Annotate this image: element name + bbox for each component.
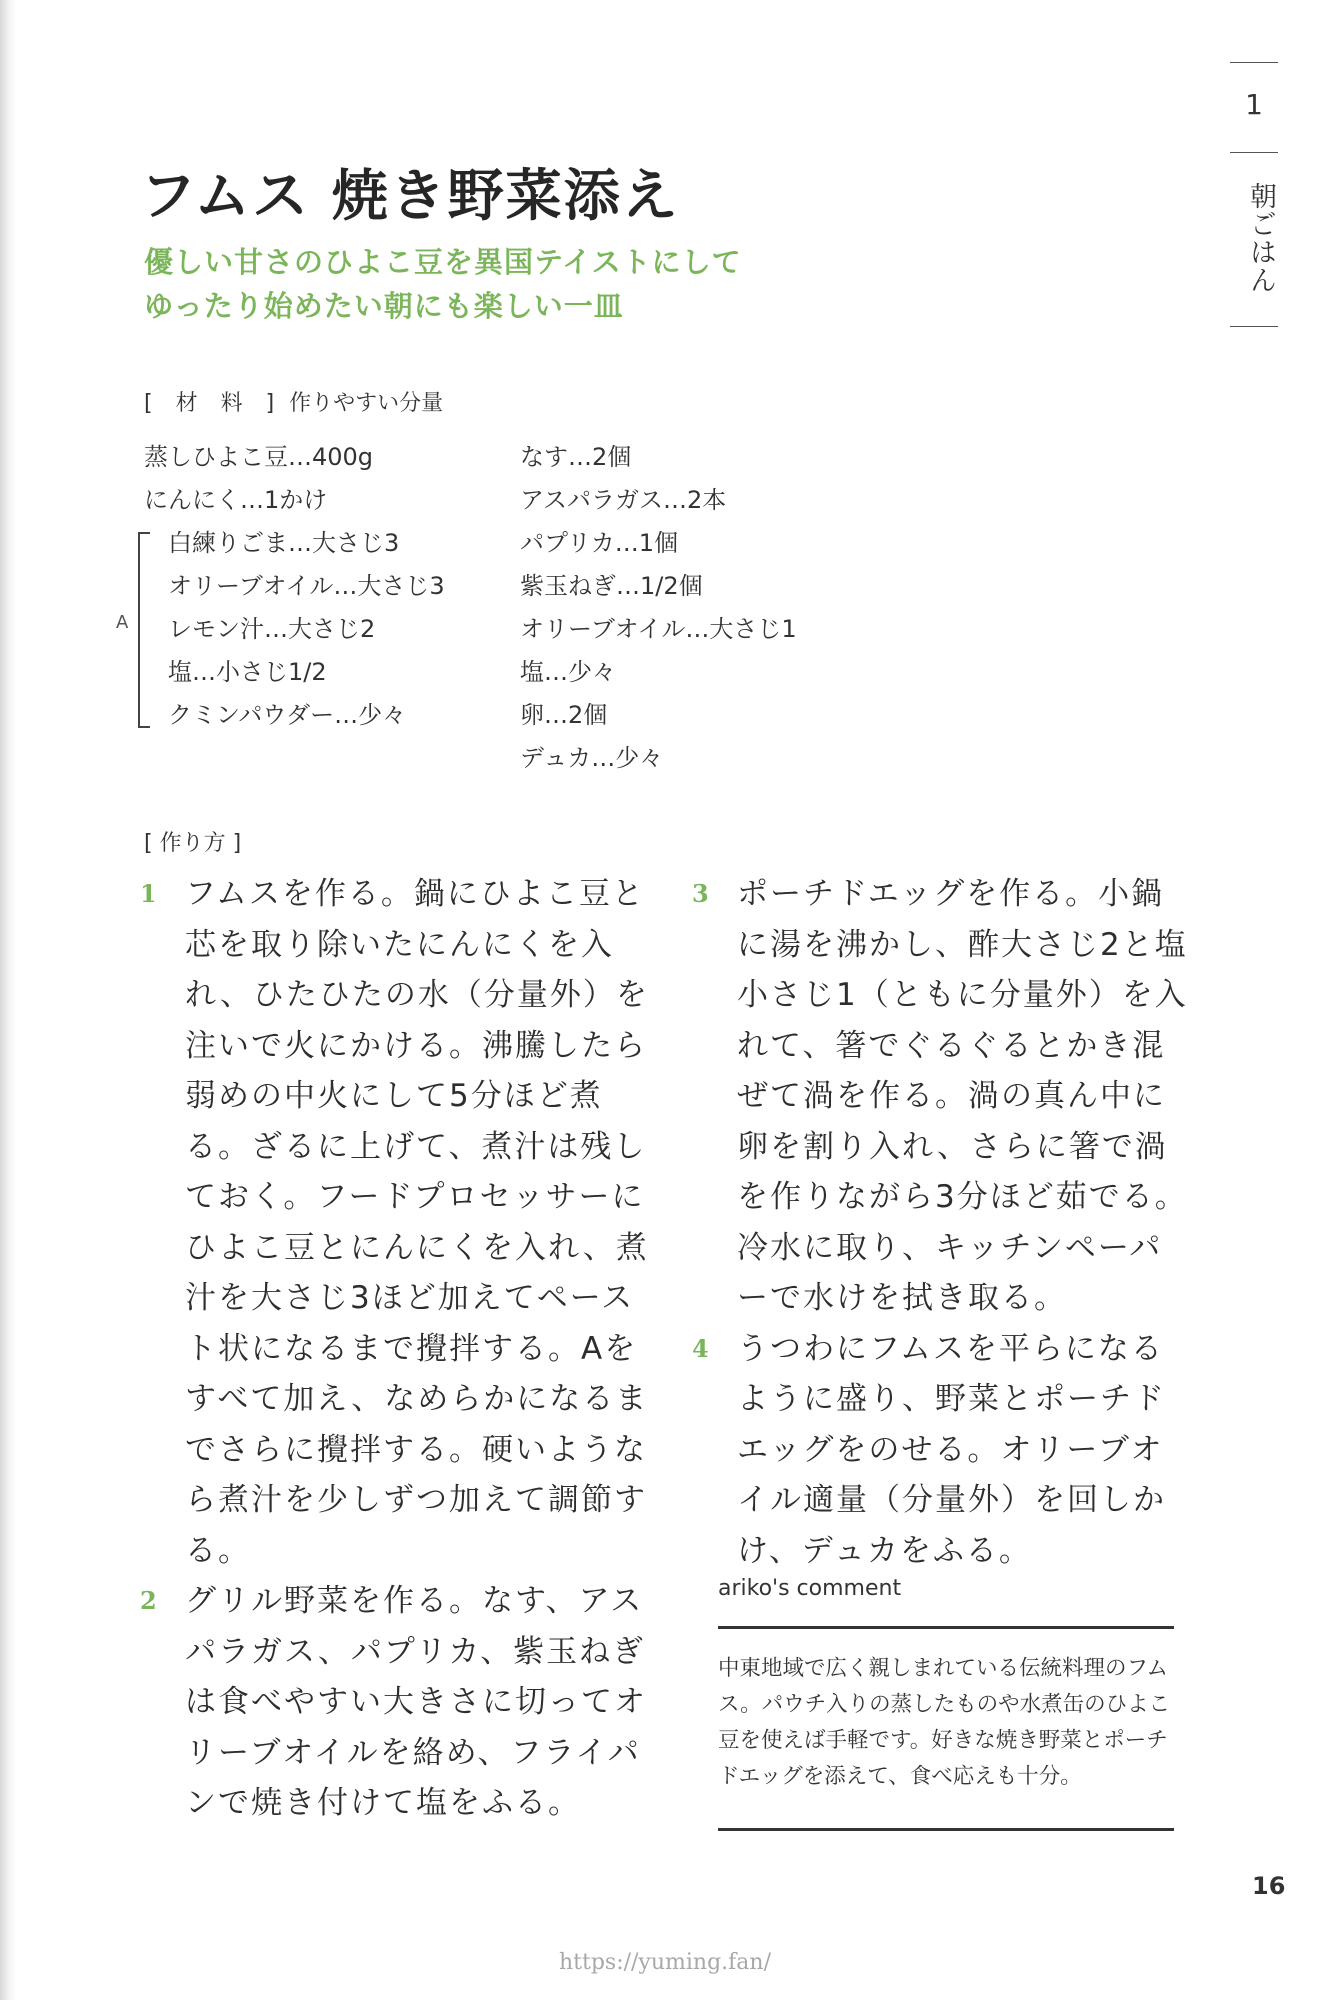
comment-body: 中東地域で広く親しまれている伝統料理のフムス。パウチ入りの蒸したものや水煮缶のひよこ豆を使えば手軽です。好きな焼き野菜とポーチドエッグを添えて、食べ応えも十分。 — [718, 1656, 1171, 1789]
ingredients-right-column — [520, 436, 797, 780]
chapter-number: 1 — [1245, 88, 1263, 121]
group-a-bracket — [138, 532, 150, 728]
ingredient-item: 塩…少々 — [520, 658, 616, 686]
method-heading — [144, 826, 241, 857]
method-step — [140, 869, 660, 1576]
step-text: うつわにフムスを平らになるように盛り、野菜とポーチドエッグをのせる。オリーブオイル適量（分量外）を回しかけ、デュカをふる。 — [737, 1330, 1166, 1569]
step-number: 1 — [140, 879, 157, 908]
comment-bottom-rule — [718, 1828, 1174, 1831]
ingredients-quantity-note: 作りやすい分量 — [289, 391, 444, 416]
ingredient-item-a: オリーブオイル…大さじ3 — [168, 572, 445, 600]
watermark-url: https://yuming.fan/ — [558, 1950, 772, 1975]
ingredient-item: なす…2個 — [520, 443, 632, 471]
page-edge-shadow — [0, 0, 16, 2000]
page-number: 16 — [1252, 1872, 1286, 1900]
method-step — [692, 1324, 1192, 1577]
ingredient-item: 卵…2個 — [520, 701, 608, 729]
step-text: ポーチドエッグを作る。小鍋に湯を沸かし、酢大さじ2と塩小さじ1（ともに分量外）を入れて、箸でぐるぐるとかき混ぜて渦を作る。渦の真ん中に卵を割り入れ、さらに箸で渦を作りながら3分ほど茹でる。冷水に取り、キッチンペーパーで水けを拭き取る。 — [737, 876, 1188, 1316]
ingredient-item: デュカ…少々 — [520, 744, 664, 772]
ingredients-left-column — [144, 436, 445, 737]
method-step — [140, 1576, 660, 1829]
steps-right-column — [692, 869, 1192, 1576]
method-heading-label: [ 作り方 ] — [144, 831, 242, 856]
subtitle-line: ゆったり始めたい朝にも楽しい一皿 — [144, 289, 624, 323]
tab-middle-rule — [1230, 152, 1278, 153]
comment-top-rule — [718, 1626, 1174, 1629]
tab-bottom-rule — [1230, 326, 1278, 327]
ingredient-item: パプリカ…1個 — [520, 529, 679, 557]
group-a-label: A — [116, 612, 129, 633]
recipe-title: フムス 焼き野菜添え — [140, 164, 680, 229]
ingredient-item-a: 塩…小さじ1/2 — [168, 658, 327, 686]
recipe-subtitle — [144, 240, 742, 328]
step-number: 2 — [140, 1586, 157, 1615]
ingredient-item-a: クミンパウダー…少々 — [168, 701, 407, 729]
comment-title: ariko's comment — [718, 1576, 902, 1601]
ingredient-item: アスパラガス…2本 — [520, 486, 727, 514]
ingredient-item: 蒸しひよこ豆…400g — [144, 443, 374, 471]
step-number: 4 — [692, 1333, 709, 1363]
ingredient-item-a: 白練りごま…大さじ3 — [168, 529, 400, 557]
step-text: グリル野菜を作る。なす、アスパラガス、パプリカ、紫玉ねぎは食べやすい大きさに切ってオリーブオイルを絡め、フライパンで焼き付けて塩をふる。 — [185, 1583, 647, 1821]
ingredient-item: にんにく…1かけ — [144, 486, 328, 514]
tab-top-rule — [1230, 62, 1278, 63]
chapter-label: 朝ごはん — [1245, 182, 1276, 294]
ingredient-item-a: レモン汁…大さじ2 — [168, 615, 376, 643]
method-step — [692, 869, 1192, 1324]
ingredient-item: オリーブオイル…大さじ1 — [520, 615, 797, 643]
ingredients-heading — [144, 386, 443, 417]
step-number: 3 — [692, 879, 709, 908]
step-text: フムスを作る。鍋にひよこ豆と芯を取り除いたにんにくを入れ、ひたひたの水（分量外）を注いで火にかける。沸騰したら弱めの中火にして5分ほど煮る。ざるに上げて、煮汁は残しておく。フードプロセッサーにひよこ豆とにんにくを入れ、煮汁を大さじ3ほど加えてペースト状になるまで攪拌する。Aをすべて加え、なめらかになるまでさらに攪拌する。硬いようなら煮汁を少しずつ加えて調節する。 — [185, 876, 649, 1569]
ingredients-heading-label: [ 材 料 ] — [144, 391, 283, 416]
steps-left-column — [140, 869, 660, 1829]
subtitle-line: 優しい甘さのひよこ豆を異国テイストにして — [144, 245, 742, 279]
ingredient-item: 紫玉ねぎ…1/2個 — [520, 572, 703, 600]
